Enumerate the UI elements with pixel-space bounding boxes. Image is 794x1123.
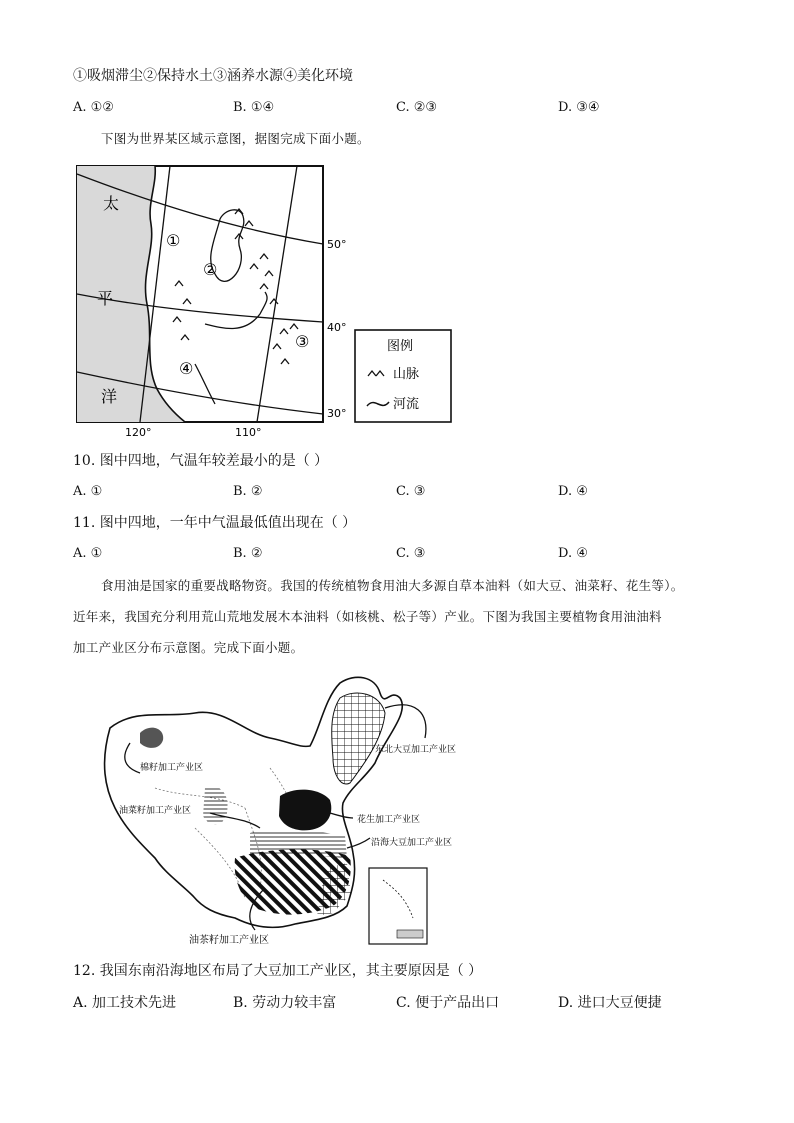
lat-label-50: 50° bbox=[327, 238, 347, 251]
q12-option-b[interactable]: B. 劳动力较丰富 bbox=[233, 995, 337, 1011]
lon-label-110: 110° bbox=[235, 426, 262, 439]
q10-stem: 10. 图中四地，气温年较差最小的是（ ） bbox=[73, 453, 329, 469]
intro-map2-line1: 食用油是国家的重要战略物资。我国的传统植物食用油大多源自草本油料（如大豆、油菜籽、花生等）。 bbox=[101, 578, 684, 593]
ocean-char-3: 洋 bbox=[101, 387, 118, 406]
q10-option-c[interactable]: C. ③ bbox=[396, 484, 426, 499]
world-region-map bbox=[75, 164, 455, 440]
label-camellia: 油茶籽加工产业区 bbox=[189, 935, 269, 946]
q9-statement: ①吸烟滞尘②保持水土③涵养水源④美化环境 bbox=[73, 68, 353, 84]
label-rapeseed: 油菜籽加工产业区 bbox=[119, 806, 192, 816]
q11-stem: 11. 图中四地，一年中气温最低值出现在（ ） bbox=[73, 515, 357, 531]
q9-option-c[interactable]: C. ②③ bbox=[396, 100, 438, 115]
q9-option-a[interactable]: A. ①② bbox=[73, 100, 114, 115]
q12-option-a[interactable]: A. 加工技术先进 bbox=[73, 995, 177, 1011]
china-oil-industry-map bbox=[85, 668, 485, 950]
q11-option-b[interactable]: B. ② bbox=[233, 546, 263, 561]
mountain-symbols bbox=[173, 209, 298, 364]
q10-option-b[interactable]: B. ② bbox=[233, 484, 263, 499]
ocean-char-1: 太 bbox=[103, 194, 120, 213]
q11-option-a[interactable]: A. ① bbox=[73, 546, 103, 561]
intro-map2-line2: 近年来，我国充分利用荒山荒地发展木本油料（如核桃、松子等）产业。下图为我国主要植物食用油油料 bbox=[73, 609, 662, 624]
legend-title: 图例 bbox=[387, 339, 414, 354]
lon-label-120: 120° bbox=[125, 426, 152, 439]
q11-option-d[interactable]: D. ④ bbox=[558, 546, 588, 561]
marker-2: ② bbox=[203, 260, 218, 279]
q9-option-b[interactable]: B. ①④ bbox=[233, 100, 275, 115]
q10-option-a[interactable]: A. ① bbox=[73, 484, 103, 499]
q12-stem: 12. 我国东南沿海地区布局了大豆加工产业区，其主要原因是（ ） bbox=[73, 963, 483, 979]
marker-1: ① bbox=[166, 231, 181, 250]
label-northeast: 东北大豆加工产业区 bbox=[375, 745, 457, 755]
q11-option-c[interactable]: C. ③ bbox=[396, 546, 426, 561]
marker-3: ③ bbox=[295, 332, 310, 351]
intro-map1: 下图为世界某区域示意图，据图完成下面小题。 bbox=[101, 131, 370, 146]
q9-option-d[interactable]: D. ③④ bbox=[558, 100, 600, 115]
label-peanut: 花生加工产业区 bbox=[357, 815, 421, 825]
label-coastal: 沿海大豆加工产业区 bbox=[371, 838, 453, 848]
q12-option-d[interactable]: D. 进口大豆便捷 bbox=[558, 995, 662, 1011]
marker-4: ④ bbox=[179, 359, 194, 378]
intro-map2-line3: 加工产业区分布示意图。完成下面小题。 bbox=[73, 640, 304, 655]
ocean-char-2: 平 bbox=[97, 289, 114, 308]
q10-option-d[interactable]: D. ④ bbox=[558, 484, 588, 499]
legend-mountain: 山脉 bbox=[393, 367, 420, 382]
lat-label-40: 40° bbox=[327, 321, 347, 334]
lat-label-30: 30° bbox=[327, 407, 347, 420]
legend-river: 河流 bbox=[393, 397, 420, 412]
label-cotton: 棉籽加工产业区 bbox=[140, 763, 204, 773]
q12-option-c[interactable]: C. 便于产品出口 bbox=[396, 995, 500, 1011]
